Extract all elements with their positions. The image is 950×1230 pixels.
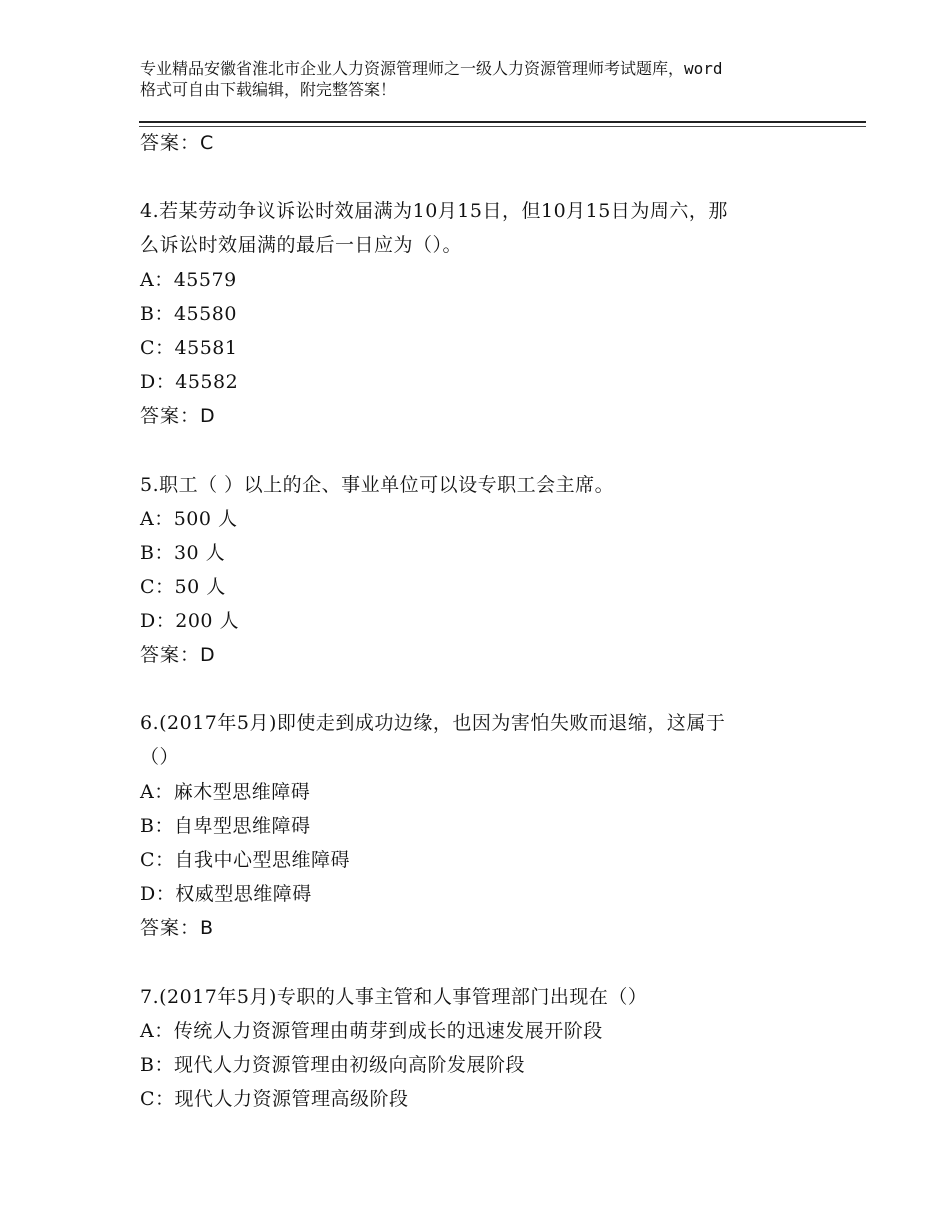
question-7-stem-line-1: 7.(2017年5月)专职的人事主管和人事管理部门出现在（） bbox=[140, 986, 648, 1008]
question-4-option-a: A：45579 bbox=[140, 269, 237, 291]
question-5-option-b: B：30 人 bbox=[140, 542, 226, 564]
question-5-option-d: D：200 人 bbox=[140, 610, 240, 632]
question-4-option-b: B：45580 bbox=[140, 303, 237, 325]
header-line-1: 专业精品安徽省淮北市企业人力资源管理师之一级人力资源管理师考试题库，word bbox=[140, 59, 723, 78]
previous-answer: 答案：C bbox=[140, 132, 215, 154]
question-6-option-c: C：自我中心型思维障碍 bbox=[140, 849, 351, 871]
document-header bbox=[140, 58, 840, 100]
question-4-answer: 答案：D bbox=[140, 405, 216, 427]
question-4-option-c: C：45581 bbox=[140, 337, 238, 359]
question-5-stem-line-1: 5.职工（ ）以上的企、事业单位可以设专职工会主席。 bbox=[140, 474, 615, 496]
question-6-option-a: A：麻木型思维障碍 bbox=[140, 781, 311, 803]
question-6-option-b: B：自卑型思维障碍 bbox=[140, 815, 311, 837]
question-5-option-c: C：50 人 bbox=[140, 576, 226, 598]
question-6-stem-line-2: （） bbox=[140, 746, 180, 768]
question-7-option-c: C：现代人力资源管理高级阶段 bbox=[140, 1088, 409, 1110]
question-5-option-a: A：500 人 bbox=[140, 508, 238, 530]
question-4-stem-line-1: 4.若某劳动争议诉讼时效届满为10月15日，但10月15日为周六，那 bbox=[140, 200, 728, 222]
question-4-option-d: D：45582 bbox=[140, 371, 239, 393]
question-5-answer: 答案：D bbox=[140, 644, 216, 666]
header-divider-thin bbox=[139, 126, 866, 127]
question-6-answer: 答案：B bbox=[140, 917, 215, 939]
question-6-stem-line-1: 6.(2017年5月)即使走到成功边缘，也因为害怕失败而退缩，这属于 bbox=[140, 712, 726, 734]
header-line-2: 格式可自由下载编辑，附完整答案！ bbox=[140, 80, 397, 99]
question-6-option-d: D：权威型思维障碍 bbox=[140, 883, 312, 905]
question-4-stem-line-2: 么诉讼时效届满的最后一日应为（）。 bbox=[140, 234, 463, 256]
question-7-option-a: A：传统人力资源管理由萌芽到成长的迅速发展开阶段 bbox=[140, 1020, 603, 1042]
question-7-option-b: B：现代人力资源管理由初级向高阶发展阶段 bbox=[140, 1054, 525, 1076]
header-divider-thick bbox=[139, 121, 866, 123]
